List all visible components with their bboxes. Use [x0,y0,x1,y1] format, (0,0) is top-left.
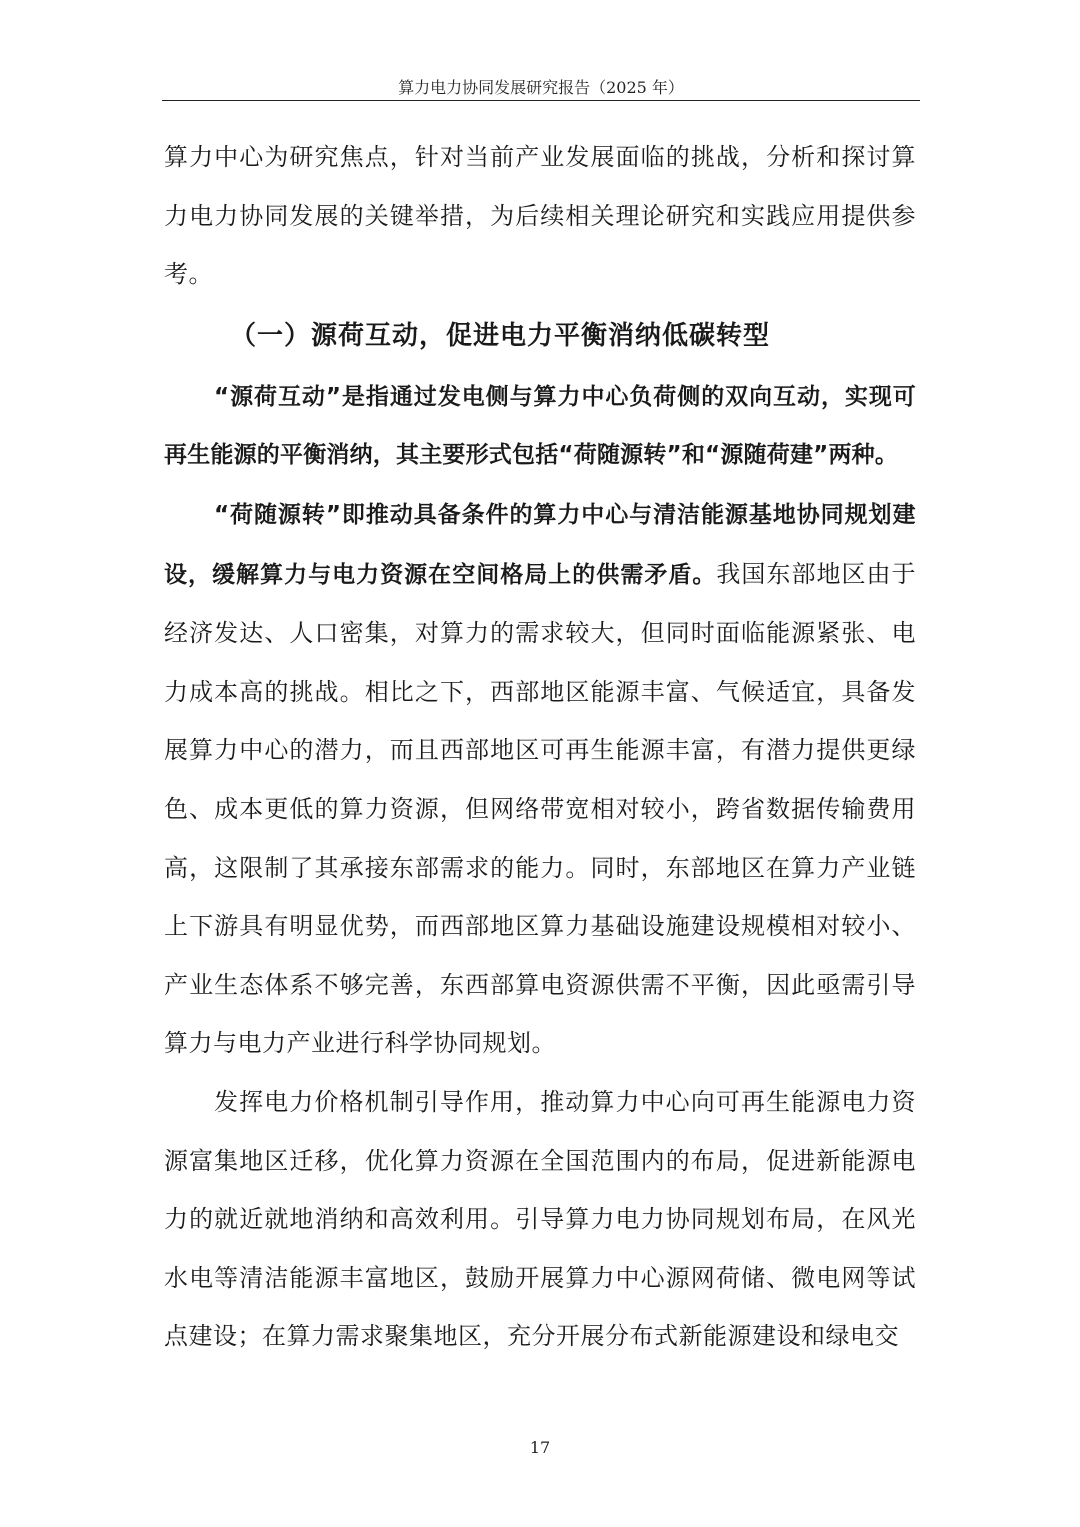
load-follows-source-text: 我国东部地区由于经济发达、人口密集，对算力的需求较大，但同时面临能源紧张、电力成本高的挑战。相比之下，西部地区能源丰富、气候适宜，具备发展算力中心的潜力，而且西部地区可再生能源丰富，有潜力提供更绿色、成本更低的算力资源，但网络带宽相对较小，跨省数据传输费用高，这限制了其承接东部需求的能力。同时，东部地区在算力产业链上下游具有明显优势，而西部地区算力基础设施建设规模相对较小、产业生态体系不够完善，东西部算电资源供需不平衡，因此亟需引导算力与电力产业进行科学协同规划。 [164,559,917,1058]
section-heading: （一）源荷互动，促进电力平衡消纳低碳转型 [230,320,771,351]
load-follows-source-paragraph [164,485,916,1073]
load-follows-source-lead: “荷随源转”即推动具备条件的算力中心与清洁能源基地协同规划建设，缓解算力与电力资源在空间格局上的供需矛盾。 [164,501,916,588]
intro-paragraph: 算力中心为研究焦点，针对当前产业发展面临的挑战，分析和探讨算力电力协同发展的关键举措，为后续相关理论研究和实践应用提供参考。 [164,143,916,289]
page-number: 17 [529,1438,551,1457]
page-header-title: 算力电力协同发展研究报告（2025 年） [398,78,684,97]
document-body [164,128,916,1366]
header-divider [162,100,920,101]
price-mechanism-paragraph: 发挥电力价格机制引导作用，推动算力中心向可再生能源电力资源富集地区迁移，优化算力资源在全国范围内的布局，促进新能源电力的就近就地消纳和高效利用。引导算力电力协同规划布局，在风光水电等清洁能源丰富地区，鼓励开展算力中心源网荷储、微电网等试点建设；在算力需求聚集地区，充分开展分布式新能源建设和绿电交 [164,1087,916,1351]
definition-paragraph: “源荷互动”是指通过发电侧与算力中心负荷侧的双向互动，实现可再生能源的平衡消纳，其主要形式包括“荷随源转”和“源随荷建”两种。 [164,383,916,469]
